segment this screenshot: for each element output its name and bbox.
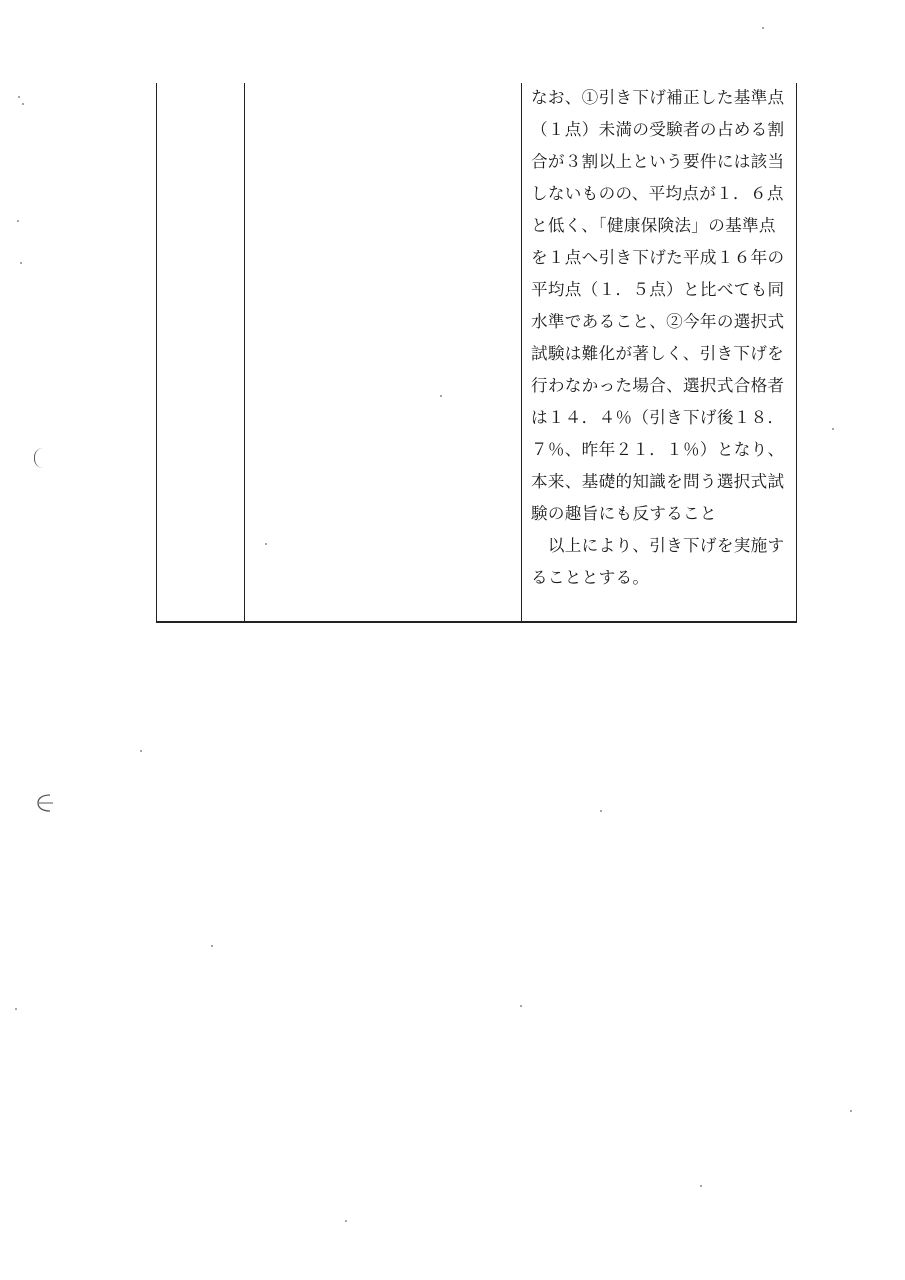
- text-line: （１点）未満の受験者の占める割: [531, 120, 785, 139]
- scan-speck: [18, 96, 20, 98]
- text-line: ７％、昨年２１．１％）となり、: [531, 440, 785, 459]
- text-line: 以上により、引き下げを実施す: [531, 536, 785, 555]
- text-line: と低く、「健康保険法」の基準点: [531, 216, 776, 235]
- text-line: は１４．４％（引き下げ後１８．: [531, 408, 785, 427]
- scan-speck: [17, 220, 19, 222]
- scan-speck: [211, 945, 213, 947]
- scan-speck: [762, 27, 764, 29]
- table-column-1: [157, 83, 245, 621]
- scan-speck: [832, 428, 834, 430]
- scan-mark: [34, 448, 43, 468]
- scan-speck: [600, 810, 602, 812]
- scan-speck: [520, 1005, 522, 1007]
- table-column-2: [245, 83, 522, 621]
- table-column-3-text: [522, 83, 796, 621]
- scan-speck: [440, 395, 442, 397]
- text-line: 平均点（１．５点）と比べても同: [531, 280, 785, 299]
- text-line: なお、①引き下げ補正した基準点: [531, 88, 785, 107]
- scan-speck: [700, 1185, 702, 1187]
- scan-speck: [265, 543, 267, 545]
- text-line: 合が３割以上という要件には該当: [531, 152, 785, 171]
- scan-speck: [345, 1220, 347, 1222]
- text-line: 試験は難化が著しく、引き下げを: [531, 344, 785, 363]
- text-line: 行わなかった場合、選択式合格者: [531, 376, 785, 395]
- scan-speck: [15, 1008, 17, 1010]
- scan-speck: [20, 262, 22, 264]
- continuation-table: [156, 83, 797, 623]
- text-line: を１点へ引き下げた平成１６年の: [531, 248, 785, 267]
- scan-speck: [140, 750, 142, 752]
- scan-speck: [850, 1110, 852, 1112]
- text-line: しないものの、平均点が１．６点: [531, 184, 784, 203]
- punch-hole-mark: [36, 792, 54, 814]
- text-line: 験の趣旨にも反すること: [531, 504, 717, 523]
- scan-speck: [22, 103, 24, 105]
- text-line: 本来、基礎的知識を問う選択式試: [531, 472, 785, 491]
- text-line: ることとする。: [531, 568, 650, 587]
- text-line: 水準であること、②今年の選択式: [531, 312, 785, 331]
